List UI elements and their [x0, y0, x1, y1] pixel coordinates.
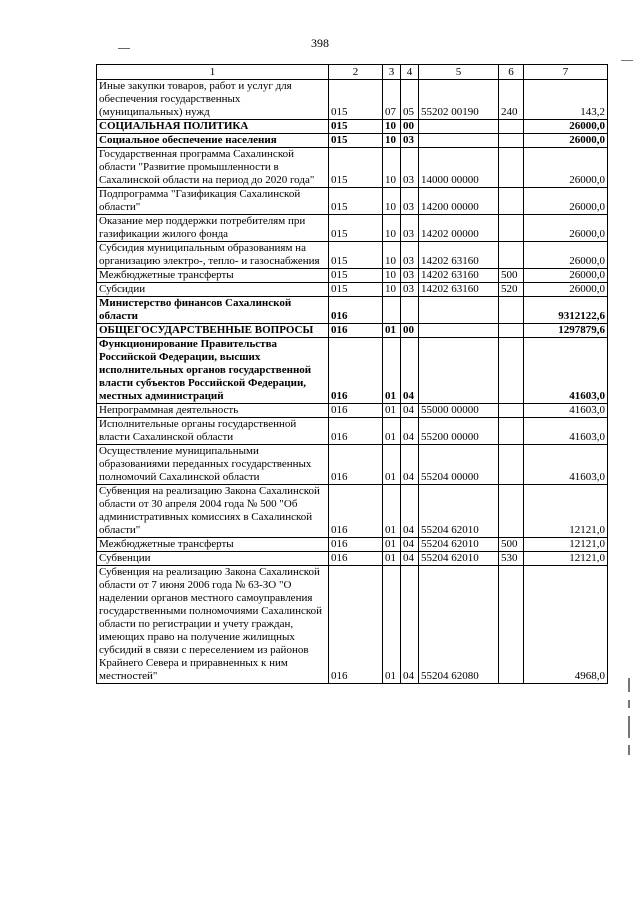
- row-col2-cell: 015: [329, 215, 383, 242]
- column-header: 3: [383, 65, 401, 80]
- row-col4-cell: 03: [401, 134, 419, 148]
- row-col2-cell: 015: [329, 269, 383, 283]
- page-number: 398: [311, 36, 329, 50]
- row-col6-cell: [499, 134, 524, 148]
- row-col6-cell: [499, 242, 524, 269]
- row-col2-cell: 016: [329, 445, 383, 485]
- column-header: 6: [499, 65, 524, 80]
- row-name-cell: Функционирование Правительства Российской Федерации, высших исполнительных органов государственной власти субъектов Российской Федерации, местных администраций: [97, 338, 329, 404]
- column-header: 1: [97, 65, 329, 80]
- table-row: [97, 445, 608, 485]
- table-row: [97, 297, 608, 324]
- column-header: 7: [524, 65, 608, 80]
- row-col7-cell: 1297879,6: [524, 324, 608, 338]
- row-col3-cell: 10: [383, 120, 401, 134]
- row-col7-cell: 26000,0: [524, 120, 608, 134]
- row-col6-cell: [499, 120, 524, 134]
- row-col7-cell: 12121,0: [524, 538, 608, 552]
- row-name-cell: Межбюджетные трансферты: [97, 269, 329, 283]
- row-col5-cell: 14000 00000: [419, 148, 499, 188]
- row-col5-cell: [419, 297, 499, 324]
- row-name-cell: Иные закупки товаров, работ и услуг для обеспечения государственных (муниципальных) нужд: [97, 80, 329, 120]
- row-name-cell: Субсидия муниципальным образованиям на организацию электро-, тепло- и газоснабжения: [97, 242, 329, 269]
- row-col3-cell: 01: [383, 404, 401, 418]
- table-row: [97, 80, 608, 120]
- row-col2-cell: 016: [329, 418, 383, 445]
- row-col6-cell: [499, 215, 524, 242]
- table-row: [97, 566, 608, 684]
- row-col7-cell: 41603,0: [524, 418, 608, 445]
- row-col2-cell: 015: [329, 134, 383, 148]
- row-col5-cell: 55204 00000: [419, 445, 499, 485]
- row-col7-cell: 12121,0: [524, 485, 608, 538]
- row-col6-cell: 530: [499, 552, 524, 566]
- row-col5-cell: 55204 62010: [419, 552, 499, 566]
- row-col7-cell: 26000,0: [524, 148, 608, 188]
- row-col7-cell: 12121,0: [524, 552, 608, 566]
- row-col3-cell: 01: [383, 552, 401, 566]
- row-col4-cell: 04: [401, 445, 419, 485]
- row-col3-cell: 01: [383, 485, 401, 538]
- row-col5-cell: 55200 00000: [419, 418, 499, 445]
- row-col7-cell: 4968,0: [524, 566, 608, 684]
- table-row: [97, 404, 608, 418]
- row-name-cell: Непрограммная деятельность: [97, 404, 329, 418]
- row-name-cell: Оказание мер поддержки потребителям при газификации жилого фонда: [97, 215, 329, 242]
- row-col5-cell: 14200 00000: [419, 188, 499, 215]
- row-col3-cell: 07: [383, 80, 401, 120]
- row-col4-cell: 04: [401, 338, 419, 404]
- table-header-row: [97, 65, 608, 80]
- table-row: [97, 324, 608, 338]
- row-col7-cell: 26000,0: [524, 215, 608, 242]
- row-col4-cell: 03: [401, 283, 419, 297]
- row-col6-cell: 500: [499, 269, 524, 283]
- row-col7-cell: 143,2: [524, 80, 608, 120]
- row-col6-cell: [499, 297, 524, 324]
- row-name-cell: Подпрограмма "Газификация Сахалинской области": [97, 188, 329, 215]
- row-col4-cell: 00: [401, 120, 419, 134]
- row-col4-cell: [401, 297, 419, 324]
- row-col4-cell: 04: [401, 552, 419, 566]
- row-col5-cell: 14202 63160: [419, 283, 499, 297]
- row-col4-cell: 03: [401, 269, 419, 283]
- row-col6-cell: [499, 485, 524, 538]
- row-name-cell: Государственная программа Сахалинской области "Развитие промышленности в Сахалинской области на период до 2020 года": [97, 148, 329, 188]
- row-name-cell: ОБЩЕГОСУДАРСТВЕННЫЕ ВОПРОСЫ: [97, 324, 329, 338]
- row-name-cell: Социальное обеспечение населения: [97, 134, 329, 148]
- table-row: [97, 134, 608, 148]
- row-col3-cell: 10: [383, 242, 401, 269]
- row-col5-cell: 55204 62010: [419, 485, 499, 538]
- row-name-cell: Субсидии: [97, 283, 329, 297]
- row-col4-cell: 00: [401, 324, 419, 338]
- row-col2-cell: 016: [329, 338, 383, 404]
- row-col3-cell: 10: [383, 269, 401, 283]
- row-col4-cell: 04: [401, 418, 419, 445]
- budget-table: [96, 64, 608, 684]
- row-col4-cell: 04: [401, 485, 419, 538]
- row-col3-cell: 01: [383, 538, 401, 552]
- table-row: [97, 538, 608, 552]
- row-col3-cell: 01: [383, 338, 401, 404]
- row-col7-cell: 41603,0: [524, 338, 608, 404]
- row-col4-cell: 03: [401, 188, 419, 215]
- table-row: [97, 269, 608, 283]
- row-col5-cell: 55202 00190: [419, 80, 499, 120]
- row-col5-cell: 55000 00000: [419, 404, 499, 418]
- row-col3-cell: 10: [383, 134, 401, 148]
- row-col6-cell: [499, 188, 524, 215]
- row-col4-cell: 04: [401, 538, 419, 552]
- row-col6-cell: [499, 418, 524, 445]
- row-col2-cell: 016: [329, 538, 383, 552]
- row-col2-cell: 016: [329, 324, 383, 338]
- row-col7-cell: 41603,0: [524, 404, 608, 418]
- row-col4-cell: 03: [401, 242, 419, 269]
- table-row: [97, 552, 608, 566]
- table-row: [97, 148, 608, 188]
- row-col5-cell: [419, 120, 499, 134]
- row-name-cell: Исполнительные органы государственной власти Сахалинской области: [97, 418, 329, 445]
- table-row: [97, 188, 608, 215]
- row-name-cell: Субвенция на реализацию Закона Сахалинской области от 30 апреля 2004 года № 500 "Об административных комиссиях в Сахалинской области": [97, 485, 329, 538]
- row-col2-cell: 016: [329, 485, 383, 538]
- table-row: [97, 215, 608, 242]
- row-col3-cell: 01: [383, 418, 401, 445]
- row-name-cell: Субвенции: [97, 552, 329, 566]
- row-name-cell: Межбюджетные трансферты: [97, 538, 329, 552]
- row-col3-cell: [383, 297, 401, 324]
- row-col3-cell: 01: [383, 445, 401, 485]
- scan-edge-mark: [628, 678, 630, 692]
- scan-edge-mark: [628, 700, 630, 708]
- row-name-cell: СОЦИАЛЬНАЯ ПОЛИТИКА: [97, 120, 329, 134]
- row-col6-cell: [499, 445, 524, 485]
- table-row: [97, 283, 608, 297]
- row-col5-cell: 14202 63160: [419, 269, 499, 283]
- row-col5-cell: [419, 324, 499, 338]
- row-col5-cell: 14202 00000: [419, 215, 499, 242]
- row-col7-cell: 26000,0: [524, 269, 608, 283]
- row-col7-cell: 26000,0: [524, 188, 608, 215]
- row-col2-cell: 015: [329, 242, 383, 269]
- row-col3-cell: 10: [383, 215, 401, 242]
- row-col7-cell: 26000,0: [524, 242, 608, 269]
- row-col5-cell: 14202 63160: [419, 242, 499, 269]
- row-col5-cell: [419, 134, 499, 148]
- column-header: 4: [401, 65, 419, 80]
- row-col4-cell: 04: [401, 404, 419, 418]
- row-col2-cell: 016: [329, 297, 383, 324]
- row-col6-cell: [499, 148, 524, 188]
- row-col2-cell: 015: [329, 80, 383, 120]
- row-col2-cell: 015: [329, 148, 383, 188]
- row-col6-cell: [499, 338, 524, 404]
- row-col3-cell: 10: [383, 283, 401, 297]
- row-col6-cell: 240: [499, 80, 524, 120]
- row-col5-cell: 55204 62080: [419, 566, 499, 684]
- row-col7-cell: 26000,0: [524, 283, 608, 297]
- row-col4-cell: 03: [401, 148, 419, 188]
- row-col7-cell: 41603,0: [524, 445, 608, 485]
- row-col2-cell: 016: [329, 566, 383, 684]
- row-col6-cell: [499, 324, 524, 338]
- row-col4-cell: 05: [401, 80, 419, 120]
- row-col5-cell: [419, 338, 499, 404]
- row-col3-cell: 10: [383, 188, 401, 215]
- table-row: [97, 485, 608, 538]
- row-col2-cell: 016: [329, 552, 383, 566]
- row-col2-cell: 015: [329, 283, 383, 297]
- table-row: [97, 242, 608, 269]
- column-header: 5: [419, 65, 499, 80]
- row-col6-cell: 520: [499, 283, 524, 297]
- row-col6-cell: [499, 566, 524, 684]
- scan-edge-mark: [628, 745, 630, 755]
- row-col6-cell: [499, 404, 524, 418]
- scan-edge-mark: [628, 716, 630, 738]
- row-col4-cell: 03: [401, 215, 419, 242]
- table-row: [97, 338, 608, 404]
- table-row: [97, 418, 608, 445]
- row-name-cell: Министерство финансов Сахалинской области: [97, 297, 329, 324]
- scan-mark: [621, 60, 633, 61]
- column-header: 2: [329, 65, 383, 80]
- row-col6-cell: 500: [499, 538, 524, 552]
- row-col3-cell: 01: [383, 566, 401, 684]
- row-name-cell: Осуществление муниципальными образованиями переданных государственных полномочий Сахалинской области: [97, 445, 329, 485]
- row-col3-cell: 10: [383, 148, 401, 188]
- row-col4-cell: 04: [401, 566, 419, 684]
- row-col3-cell: 01: [383, 324, 401, 338]
- row-col5-cell: 55204 62010: [419, 538, 499, 552]
- row-col2-cell: 015: [329, 120, 383, 134]
- scan-mark: [118, 48, 130, 49]
- table-row: [97, 120, 608, 134]
- row-name-cell: Субвенция на реализацию Закона Сахалинской области от 7 июня 2006 года № 63-ЗО "О наделении органов местного самоуправления государственными полномочиями Сахалинской области по регистрации и учету граждан, имеющих право на получение жилищных субсидий в связи с переселением из районов Крайнего Севера и приравненных к ним местностей": [97, 566, 329, 684]
- row-col2-cell: 015: [329, 188, 383, 215]
- row-col7-cell: 9312122,6: [524, 297, 608, 324]
- row-col7-cell: 26000,0: [524, 134, 608, 148]
- row-col2-cell: 016: [329, 404, 383, 418]
